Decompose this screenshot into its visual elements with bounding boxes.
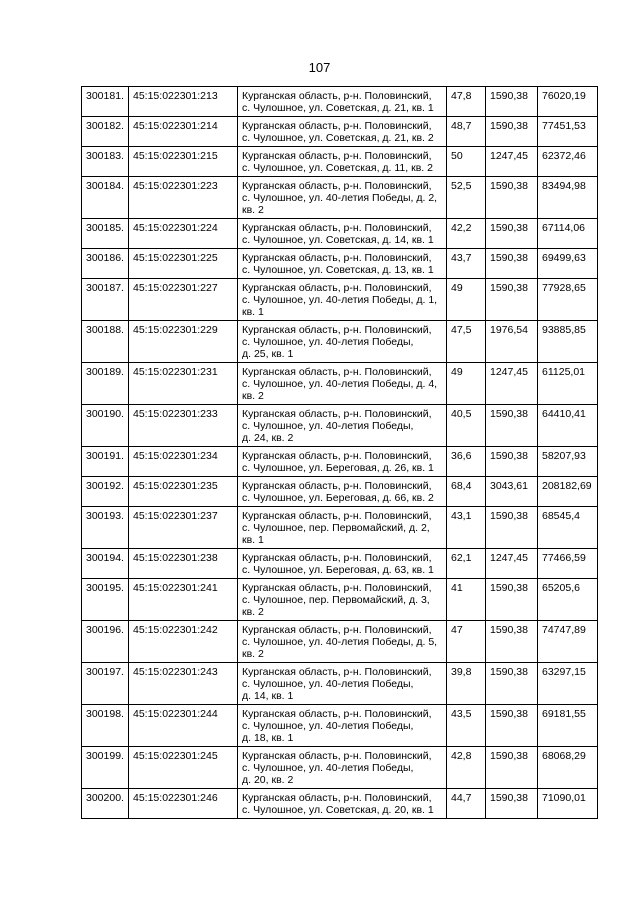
specific-value-cell: 1590,38 bbox=[486, 507, 538, 549]
table-row bbox=[82, 321, 598, 363]
cadastral-value-cell: 74747,89 bbox=[538, 621, 598, 663]
address-cell: Курганская область, р-н. Половинский, с. Чулошное, ул. 40-летия Победы, д. 20, кв. 2 bbox=[238, 747, 447, 789]
cadastral-number-cell: 45:15:022301:245 bbox=[129, 747, 238, 789]
table-row bbox=[82, 279, 598, 321]
cadastral-value-cell: 68068,29 bbox=[538, 747, 598, 789]
cadastral-number-cell: 45:15:022301:229 bbox=[129, 321, 238, 363]
table-row bbox=[82, 219, 598, 249]
specific-value-cell: 1590,38 bbox=[486, 705, 538, 747]
specific-value-cell: 1976,54 bbox=[486, 321, 538, 363]
table-row bbox=[82, 147, 598, 177]
cadastral-value-cell: 208182,69 bbox=[538, 477, 598, 507]
specific-value-cell: 1590,38 bbox=[486, 177, 538, 219]
area-cell: 52,5 bbox=[447, 177, 486, 219]
address-cell: Курганская область, р-н. Половинский, с. Чулошное, ул. Советская, д. 13, кв. 1 bbox=[238, 249, 447, 279]
cadastral-value-table bbox=[81, 86, 598, 819]
cadastral-number-cell: 45:15:022301:238 bbox=[129, 549, 238, 579]
specific-value-cell: 1590,38 bbox=[486, 447, 538, 477]
table-row bbox=[82, 447, 598, 477]
cadastral-number-cell: 45:15:022301:234 bbox=[129, 447, 238, 477]
cadastral-value-cell: 61125,01 bbox=[538, 363, 598, 405]
area-cell: 44,7 bbox=[447, 789, 486, 819]
cadastral-value-cell: 67114,06 bbox=[538, 219, 598, 249]
row-number-cell: 300186. bbox=[82, 249, 129, 279]
row-number-cell: 300194. bbox=[82, 549, 129, 579]
address-cell: Курганская область, р-н. Половинский, с. Чулошное, ул. Советская, д. 21, кв. 1 bbox=[238, 87, 447, 117]
table-row bbox=[82, 177, 598, 219]
cadastral-value-cell: 62372,46 bbox=[538, 147, 598, 177]
area-cell: 39,8 bbox=[447, 663, 486, 705]
table-row bbox=[82, 363, 598, 405]
cadastral-number-cell: 45:15:022301:242 bbox=[129, 621, 238, 663]
address-cell: Курганская область, р-н. Половинский, с. Чулошное, ул. 40-летия Победы, д. 14, кв. 1 bbox=[238, 663, 447, 705]
specific-value-cell: 1590,38 bbox=[486, 405, 538, 447]
cadastral-value-cell: 77928,65 bbox=[538, 279, 598, 321]
cadastral-number-cell: 45:15:022301:233 bbox=[129, 405, 238, 447]
cadastral-value-cell: 76020,19 bbox=[538, 87, 598, 117]
specific-value-cell: 1590,38 bbox=[486, 789, 538, 819]
specific-value-cell: 1247,45 bbox=[486, 147, 538, 177]
area-cell: 49 bbox=[447, 279, 486, 321]
specific-value-cell: 1590,38 bbox=[486, 279, 538, 321]
row-number-cell: 300191. bbox=[82, 447, 129, 477]
area-cell: 47 bbox=[447, 621, 486, 663]
cadastral-value-cell: 69499,63 bbox=[538, 249, 598, 279]
address-cell: Курганская область, р-н. Половинский, с. Чулошное, ул. 40-летия Победы, д. 1, кв. 1 bbox=[238, 279, 447, 321]
row-number-cell: 300193. bbox=[82, 507, 129, 549]
address-cell: Курганская область, р-н. Половинский, с. Чулошное, пер. Первомайский, д. 2, кв. 1 bbox=[238, 507, 447, 549]
cadastral-value-cell: 65205,6 bbox=[538, 579, 598, 621]
specific-value-cell: 1590,38 bbox=[486, 87, 538, 117]
table-row bbox=[82, 507, 598, 549]
cadastral-number-cell: 45:15:022301:227 bbox=[129, 279, 238, 321]
row-number-cell: 300200. bbox=[82, 789, 129, 819]
table-row bbox=[82, 405, 598, 447]
row-number-cell: 300184. bbox=[82, 177, 129, 219]
cadastral-number-cell: 45:15:022301:243 bbox=[129, 663, 238, 705]
cadastral-number-cell: 45:15:022301:224 bbox=[129, 219, 238, 249]
area-cell: 43,1 bbox=[447, 507, 486, 549]
cadastral-value-cell: 71090,01 bbox=[538, 789, 598, 819]
area-cell: 68,4 bbox=[447, 477, 486, 507]
row-number-cell: 300192. bbox=[82, 477, 129, 507]
row-number-cell: 300199. bbox=[82, 747, 129, 789]
table-row bbox=[82, 663, 598, 705]
table-row bbox=[82, 549, 598, 579]
cadastral-number-cell: 45:15:022301:225 bbox=[129, 249, 238, 279]
area-cell: 41 bbox=[447, 579, 486, 621]
specific-value-cell: 1590,38 bbox=[486, 747, 538, 789]
address-cell: Курганская область, р-н. Половинский, с. Чулошное, пер. Первомайский, д. 3, кв. 2 bbox=[238, 579, 447, 621]
table-row bbox=[82, 705, 598, 747]
cadastral-number-cell: 45:15:022301:237 bbox=[129, 507, 238, 549]
address-cell: Курганская область, р-н. Половинский, с. Чулошное, ул. Береговая, д. 26, кв. 1 bbox=[238, 447, 447, 477]
row-number-cell: 300190. bbox=[82, 405, 129, 447]
table-row bbox=[82, 249, 598, 279]
specific-value-cell: 1590,38 bbox=[486, 663, 538, 705]
area-cell: 48,7 bbox=[447, 117, 486, 147]
area-cell: 49 bbox=[447, 363, 486, 405]
specific-value-cell: 1590,38 bbox=[486, 249, 538, 279]
address-cell: Курганская область, р-н. Половинский, с. Чулошное, ул. Советская, д. 21, кв. 2 bbox=[238, 117, 447, 147]
row-number-cell: 300188. bbox=[82, 321, 129, 363]
table-body bbox=[82, 87, 598, 819]
row-number-cell: 300183. bbox=[82, 147, 129, 177]
address-cell: Курганская область, р-н. Половинский, с. Чулошное, ул. Советская, д. 14, кв. 1 bbox=[238, 219, 447, 249]
cadastral-number-cell: 45:15:022301:246 bbox=[129, 789, 238, 819]
row-number-cell: 300187. bbox=[82, 279, 129, 321]
cadastral-number-cell: 45:15:022301:231 bbox=[129, 363, 238, 405]
cadastral-number-cell: 45:15:022301:214 bbox=[129, 117, 238, 147]
area-cell: 36,6 bbox=[447, 447, 486, 477]
cadastral-number-cell: 45:15:022301:235 bbox=[129, 477, 238, 507]
cadastral-value-cell: 93885,85 bbox=[538, 321, 598, 363]
specific-value-cell: 3043,61 bbox=[486, 477, 538, 507]
area-cell: 50 bbox=[447, 147, 486, 177]
address-cell: Курганская область, р-н. Половинский, с. Чулошное, ул. 40-летия Победы, д. 25, кв. 1 bbox=[238, 321, 447, 363]
address-cell: Курганская область, р-н. Половинский, с. Чулошное, ул. Береговая, д. 66, кв. 2 bbox=[238, 477, 447, 507]
row-number-cell: 300198. bbox=[82, 705, 129, 747]
address-cell: Курганская область, р-н. Половинский, с. Чулошное, ул. Советская, д. 11, кв. 2 bbox=[238, 147, 447, 177]
area-cell: 43,7 bbox=[447, 249, 486, 279]
row-number-cell: 300197. bbox=[82, 663, 129, 705]
cadastral-number-cell: 45:15:022301:213 bbox=[129, 87, 238, 117]
address-cell: Курганская область, р-н. Половинский, с. Чулошное, ул. Советская, д. 20, кв. 1 bbox=[238, 789, 447, 819]
specific-value-cell: 1590,38 bbox=[486, 219, 538, 249]
table-row bbox=[82, 579, 598, 621]
specific-value-cell: 1247,45 bbox=[486, 363, 538, 405]
page-number: 107 bbox=[308, 60, 331, 75]
specific-value-cell: 1247,45 bbox=[486, 549, 538, 579]
row-number-cell: 300185. bbox=[82, 219, 129, 249]
area-cell: 40,5 bbox=[447, 405, 486, 447]
area-cell: 43,5 bbox=[447, 705, 486, 747]
cadastral-value-cell: 63297,15 bbox=[538, 663, 598, 705]
specific-value-cell: 1590,38 bbox=[486, 117, 538, 147]
address-cell: Курганская область, р-н. Половинский, с. Чулошное, ул. 40-летия Победы, д. 18, кв. 1 bbox=[238, 705, 447, 747]
cadastral-value-cell: 69181,55 bbox=[538, 705, 598, 747]
address-cell: Курганская область, р-н. Половинский, с. Чулошное, ул. 40-летия Победы, д. 2, кв. 2 bbox=[238, 177, 447, 219]
area-cell: 42,8 bbox=[447, 747, 486, 789]
address-cell: Курганская область, р-н. Половинский, с. Чулошное, ул. Береговая, д. 63, кв. 1 bbox=[238, 549, 447, 579]
address-cell: Курганская область, р-н. Половинский, с. Чулошное, ул. 40-летия Победы, д. 24, кв. 2 bbox=[238, 405, 447, 447]
table-row bbox=[82, 117, 598, 147]
specific-value-cell: 1590,38 bbox=[486, 621, 538, 663]
area-cell: 47,8 bbox=[447, 87, 486, 117]
cadastral-number-cell: 45:15:022301:223 bbox=[129, 177, 238, 219]
table-row bbox=[82, 621, 598, 663]
table-row bbox=[82, 789, 598, 819]
area-cell: 42,2 bbox=[447, 219, 486, 249]
cadastral-value-cell: 77466,59 bbox=[538, 549, 598, 579]
cadastral-value-cell: 77451,53 bbox=[538, 117, 598, 147]
cadastral-number-cell: 45:15:022301:244 bbox=[129, 705, 238, 747]
table-row bbox=[82, 747, 598, 789]
cadastral-number-cell: 45:15:022301:241 bbox=[129, 579, 238, 621]
address-cell: Курганская область, р-н. Половинский, с. Чулошное, ул. 40-летия Победы, д. 4, кв. 2 bbox=[238, 363, 447, 405]
table-row bbox=[82, 477, 598, 507]
row-number-cell: 300181. bbox=[82, 87, 129, 117]
specific-value-cell: 1590,38 bbox=[486, 579, 538, 621]
cadastral-value-cell: 83494,98 bbox=[538, 177, 598, 219]
cadastral-number-cell: 45:15:022301:215 bbox=[129, 147, 238, 177]
row-number-cell: 300196. bbox=[82, 621, 129, 663]
area-cell: 47,5 bbox=[447, 321, 486, 363]
row-number-cell: 300189. bbox=[82, 363, 129, 405]
cadastral-value-cell: 58207,93 bbox=[538, 447, 598, 477]
table-row bbox=[82, 87, 598, 117]
address-cell: Курганская область, р-н. Половинский, с. Чулошное, ул. 40-летия Победы, д. 5, кв. 2 bbox=[238, 621, 447, 663]
area-cell: 62,1 bbox=[447, 549, 486, 579]
row-number-cell: 300182. bbox=[82, 117, 129, 147]
cadastral-value-cell: 64410,41 bbox=[538, 405, 598, 447]
row-number-cell: 300195. bbox=[82, 579, 129, 621]
cadastral-value-cell: 68545,4 bbox=[538, 507, 598, 549]
